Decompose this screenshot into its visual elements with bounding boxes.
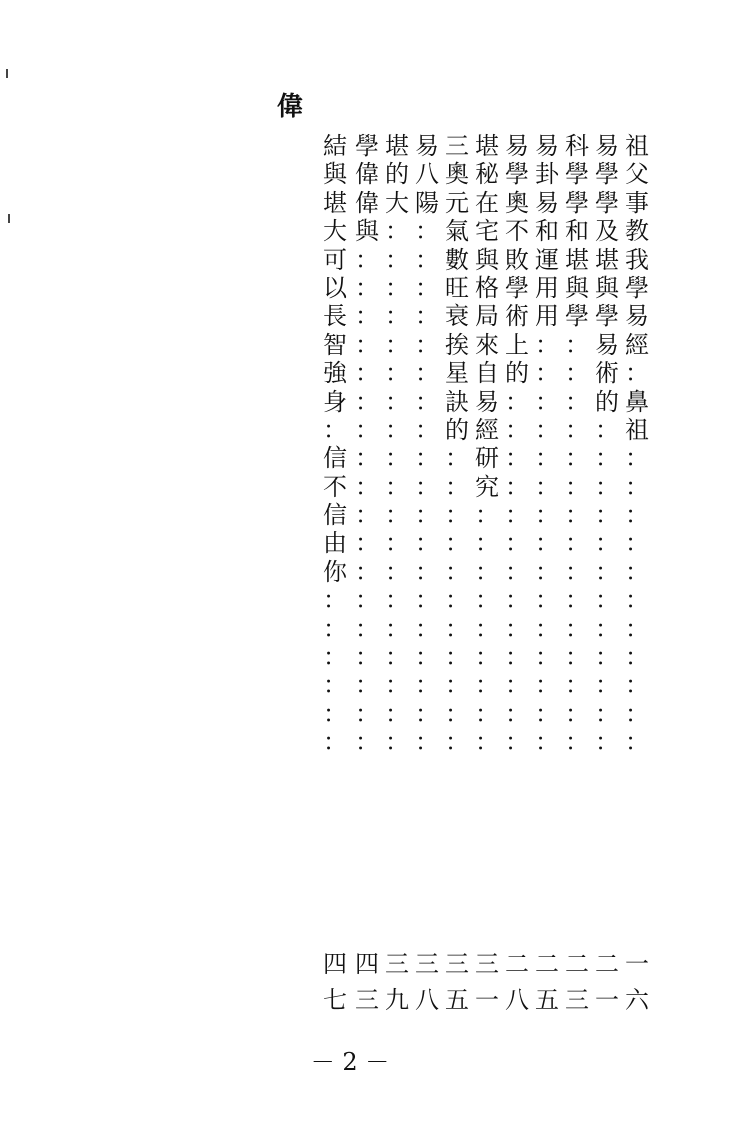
toc-char: ：	[535, 501, 559, 530]
toc-char: 教	[625, 217, 649, 246]
toc-char: 可	[323, 245, 347, 274]
toc-char: ：	[565, 359, 589, 388]
toc-column	[352, 132, 382, 757]
toc-char: ：	[445, 557, 469, 586]
toc-page-number	[472, 946, 502, 1018]
toc-char: ：	[445, 501, 469, 530]
toc-char: ：	[535, 359, 559, 388]
toc-char: ：	[385, 387, 409, 416]
toc-char: ：	[415, 586, 439, 615]
toc-char: ：	[355, 302, 379, 331]
toc-char: ：	[385, 671, 409, 700]
toc-char: 學	[505, 160, 529, 189]
toc-char: ：	[323, 671, 347, 700]
toc-char: 三	[445, 132, 469, 160]
toc-column	[412, 132, 442, 757]
toc-char: 的	[385, 160, 409, 189]
toc-char: ：	[565, 728, 589, 757]
toc-page-number	[592, 946, 622, 1018]
toc-char: 格	[475, 273, 499, 302]
toc-char: ：	[565, 501, 589, 530]
toc-char: 不	[505, 217, 529, 246]
toc-char: ：	[505, 529, 529, 558]
toc-page-number-digit: 四	[355, 950, 379, 978]
toc-char: ：	[415, 557, 439, 586]
toc-char: 偉	[355, 160, 379, 189]
toc-char: ：	[565, 557, 589, 586]
toc-char: ：	[445, 671, 469, 700]
toc-char: ：	[535, 330, 559, 359]
toc-char: ：	[355, 728, 379, 757]
toc-page-number-digit: 六	[625, 986, 649, 1014]
toc-page-number-digit: 二	[505, 950, 529, 978]
toc-char: ：	[475, 557, 499, 586]
toc-char: ：	[505, 557, 529, 586]
toc-char: ：	[625, 557, 649, 586]
toc-column	[472, 132, 502, 757]
toc-page-number	[320, 946, 350, 1018]
toc-char: 的	[505, 359, 529, 388]
toc-page-number-digit: 一	[475, 986, 499, 1014]
toc-char: 堪	[475, 132, 499, 160]
toc-char: 學	[625, 273, 649, 302]
toc-page-number-digit: 二	[535, 950, 559, 978]
toc-char: 旺	[445, 273, 469, 302]
toc-char: ：	[505, 586, 529, 615]
toc-char: 運	[535, 245, 559, 274]
toc-char: 學	[505, 273, 529, 302]
toc-char: ：	[355, 415, 379, 444]
toc-char: ：	[475, 728, 499, 757]
toc-char: ：	[355, 614, 379, 643]
toc-char: 由	[323, 529, 347, 558]
toc-char: ：	[385, 444, 409, 473]
toc-char: ：	[355, 444, 379, 473]
toc-char: ：	[415, 643, 439, 672]
toc-char: 與	[323, 160, 347, 189]
toc-char: 元	[445, 188, 469, 217]
toc-char: 易	[535, 132, 559, 160]
toc-char: 強	[323, 359, 347, 388]
toc-char: ：	[355, 330, 379, 359]
toc-char: ：	[355, 387, 379, 416]
toc-char: 學	[565, 188, 589, 217]
toc-char: 經	[475, 415, 499, 444]
toc-char: 科	[565, 132, 589, 160]
toc-char: ：	[625, 728, 649, 757]
toc-char: 祖	[625, 132, 649, 160]
toc-char: ：	[445, 472, 469, 501]
toc-char: 術	[505, 302, 529, 331]
toc-char: ：	[625, 501, 649, 530]
toc-char: 的	[445, 415, 469, 444]
toc-char: 學	[595, 160, 619, 189]
toc-char: ：	[445, 444, 469, 473]
toc-char: ：	[355, 501, 379, 530]
toc-char: ：	[625, 643, 649, 672]
toc-char: 身	[323, 387, 347, 416]
toc-page-number-digit: 一	[625, 950, 649, 978]
toc-char: ：	[625, 472, 649, 501]
toc-char: 鼻	[625, 387, 649, 416]
toc-page-number-digit: 八	[415, 986, 439, 1014]
toc-char: ：	[415, 472, 439, 501]
toc-char: ：	[625, 699, 649, 728]
toc-char: ：	[595, 557, 619, 586]
toc-char: ：	[475, 699, 499, 728]
toc-char: ：	[535, 444, 559, 473]
toc-char: 大	[385, 188, 409, 217]
toc-char: ：	[355, 643, 379, 672]
toc-char: ：	[355, 557, 379, 586]
toc-char: ：	[625, 359, 649, 388]
toc-char: ：	[625, 671, 649, 700]
toc-char: ：	[565, 330, 589, 359]
toc-char: 究	[475, 472, 499, 501]
toc-char: ：	[445, 614, 469, 643]
toc-char: ：	[565, 614, 589, 643]
toc-page-number	[382, 946, 412, 1018]
toc-char: 奧	[505, 188, 529, 217]
toc-char: 與	[475, 245, 499, 274]
toc-char: ：	[505, 643, 529, 672]
toc-char: ：	[595, 444, 619, 473]
toc-char: 訣	[445, 387, 469, 416]
toc-char: 衰	[445, 302, 469, 331]
toc-char: ：	[415, 614, 439, 643]
toc-char: 八	[415, 160, 439, 189]
toc-char: ：	[415, 245, 439, 274]
toc-char: ：	[323, 699, 347, 728]
toc-char: 秘	[475, 160, 499, 189]
toc-char: ：	[535, 529, 559, 558]
toc-char: 易	[415, 132, 439, 160]
toc-char: ：	[535, 699, 559, 728]
toc-char: 來	[475, 330, 499, 359]
toc-char: ：	[595, 415, 619, 444]
toc-char: ：	[595, 671, 619, 700]
toc-page-number	[502, 946, 532, 1018]
toc-char: 敗	[505, 245, 529, 274]
toc-column	[532, 132, 562, 757]
toc-char: ：	[535, 586, 559, 615]
toc-char: ：	[565, 472, 589, 501]
toc-char: 上	[505, 330, 529, 359]
toc-page-number-digit: 三	[385, 950, 409, 978]
toc-char: ：	[323, 415, 347, 444]
toc-char: 堪	[385, 132, 409, 160]
toc-column	[442, 132, 472, 757]
toc-page-number-digit: 七	[323, 986, 347, 1014]
toc-char: ：	[595, 501, 619, 530]
toc-char: ：	[323, 586, 347, 615]
toc-char: ：	[565, 699, 589, 728]
page-number: － 2 －	[310, 1048, 390, 1076]
toc-char: ：	[385, 359, 409, 388]
toc-char: ：	[415, 387, 439, 416]
toc-char: ：	[595, 586, 619, 615]
toc-char: 易	[475, 387, 499, 416]
toc-char: 智	[323, 330, 347, 359]
toc-char: 易	[595, 132, 619, 160]
toc-char: ：	[385, 472, 409, 501]
toc-char: ：	[355, 586, 379, 615]
toc-char: ：	[535, 643, 559, 672]
toc-char: ：	[595, 529, 619, 558]
toc-page-number-digit: 三	[355, 986, 379, 1014]
toc-char: ：	[385, 330, 409, 359]
toc-char: 氣	[445, 217, 469, 246]
toc-char: 堪	[595, 245, 619, 274]
toc-char: 及	[595, 217, 619, 246]
toc-char: ：	[475, 643, 499, 672]
toc-char: 研	[475, 444, 499, 473]
toc-char: 易	[535, 188, 559, 217]
toc-char: ：	[565, 415, 589, 444]
toc-column	[382, 132, 412, 757]
toc-char: ：	[595, 643, 619, 672]
toc-char: ：	[323, 643, 347, 672]
toc-char: 學	[595, 302, 619, 331]
toc-char: ：	[385, 217, 409, 246]
toc-char: ：	[385, 529, 409, 558]
toc-char: ：	[385, 501, 409, 530]
toc-char: 和	[565, 217, 589, 246]
toc-char: 與	[595, 273, 619, 302]
toc-char: ：	[385, 586, 409, 615]
toc-char: ：	[595, 699, 619, 728]
toc-char: 信	[323, 501, 347, 530]
toc-char: ：	[385, 643, 409, 672]
toc-char: ：	[565, 586, 589, 615]
toc-char: ：	[445, 529, 469, 558]
toc-char: ：	[415, 302, 439, 331]
toc-char: ：	[535, 614, 559, 643]
toc-char: ：	[505, 671, 529, 700]
toc-char: 大	[323, 217, 347, 246]
toc-char: 學	[355, 132, 379, 160]
toc-char: 宅	[475, 217, 499, 246]
toc-char: ：	[415, 330, 439, 359]
toc-char: ：	[625, 614, 649, 643]
toc-char: 經	[625, 330, 649, 359]
toc-char: 挨	[445, 330, 469, 359]
toc-char: ：	[505, 415, 529, 444]
toc-char: ：	[595, 728, 619, 757]
toc-char: 事	[625, 188, 649, 217]
toc-page-number	[442, 946, 472, 1018]
toc-char: ：	[535, 728, 559, 757]
toc-char: ：	[415, 359, 439, 388]
toc-page-number-digit: 四	[323, 950, 347, 978]
toc-char: ：	[595, 614, 619, 643]
scan-mark	[8, 214, 10, 223]
toc-char: ：	[355, 472, 379, 501]
toc-char: 學	[595, 188, 619, 217]
toc-char: ：	[415, 501, 439, 530]
toc-char: ：	[535, 557, 559, 586]
toc-char: 信	[323, 444, 347, 473]
toc-char: ：	[355, 671, 379, 700]
toc-char: 父	[625, 160, 649, 189]
toc-char: ：	[475, 501, 499, 530]
toc-char: ：	[505, 501, 529, 530]
toc-char: 易	[625, 302, 649, 331]
toc-char: ：	[385, 614, 409, 643]
toc-page-number	[412, 946, 442, 1018]
toc-char: 長	[323, 302, 347, 331]
toc-char: 你	[323, 557, 347, 586]
toc-char: ：	[355, 529, 379, 558]
toc-char: 與	[355, 217, 379, 246]
toc-char: 用	[535, 273, 559, 302]
toc-page-number-digit: 八	[505, 986, 529, 1014]
toc-page-number-digit: 九	[385, 986, 409, 1014]
toc-char: ：	[415, 671, 439, 700]
toc-char: ：	[355, 245, 379, 274]
toc-char: ：	[625, 586, 649, 615]
toc-char: ：	[565, 529, 589, 558]
toc-page-number	[622, 946, 652, 1018]
toc-char: ：	[385, 415, 409, 444]
toc-char: ：	[565, 643, 589, 672]
toc-page-number-digit: 五	[535, 986, 559, 1014]
toc-char: 與	[565, 273, 589, 302]
toc-char: 我	[625, 245, 649, 274]
toc-char: 用	[535, 302, 559, 331]
toc-char: 和	[535, 217, 559, 246]
toc-char: ：	[535, 671, 559, 700]
toc-char: ：	[565, 387, 589, 416]
toc-char: ：	[355, 359, 379, 388]
toc-char: ：	[355, 273, 379, 302]
toc-char: 堪	[565, 245, 589, 274]
toc-char: ：	[415, 273, 439, 302]
toc-char: ：	[385, 273, 409, 302]
toc-char: ：	[475, 614, 499, 643]
toc-char: ：	[445, 699, 469, 728]
toc-char: 學	[565, 302, 589, 331]
toc-char: ：	[385, 699, 409, 728]
toc-column	[320, 132, 350, 757]
toc-char: ：	[385, 302, 409, 331]
toc-char: 偉	[355, 188, 379, 217]
toc-page-number	[532, 946, 562, 1018]
toc-char: 學	[565, 160, 589, 189]
toc-char: ：	[505, 387, 529, 416]
toc-page-number	[562, 946, 592, 1018]
toc-page-number-digit: 二	[565, 950, 589, 978]
toc-page-number-digit: 五	[445, 986, 469, 1014]
toc-page-number-digit: 三	[445, 950, 469, 978]
toc-char: ：	[505, 472, 529, 501]
toc-page-number-digit: 一	[595, 986, 619, 1014]
toc-char: ：	[415, 415, 439, 444]
toc-char: ：	[535, 387, 559, 416]
toc-char: ：	[565, 444, 589, 473]
toc-char: 卦	[535, 160, 559, 189]
toc-char: 的	[595, 387, 619, 416]
toc-char: ：	[535, 415, 559, 444]
toc-page-number-digit: 三	[415, 950, 439, 978]
toc-char: 以	[323, 273, 347, 302]
toc-char: ：	[355, 699, 379, 728]
toc-char: 易	[505, 132, 529, 160]
page-header: 偉	[277, 92, 304, 122]
toc-column	[562, 132, 592, 757]
toc-char: ：	[475, 586, 499, 615]
toc-char: 術	[595, 359, 619, 388]
toc-char: ：	[565, 671, 589, 700]
toc-char: ：	[385, 728, 409, 757]
toc-char: 局	[475, 302, 499, 331]
toc-char: ：	[415, 217, 439, 246]
toc-char: ：	[505, 444, 529, 473]
toc-column	[622, 132, 652, 757]
toc-char: 陽	[415, 188, 439, 217]
toc-char: ：	[475, 529, 499, 558]
toc-char: ：	[415, 699, 439, 728]
toc-char: 堪	[323, 188, 347, 217]
toc-char: ：	[445, 643, 469, 672]
toc-char: ：	[385, 245, 409, 274]
toc-char: ：	[475, 671, 499, 700]
scan-mark	[6, 69, 8, 78]
toc-page-number-digit: 三	[475, 950, 499, 978]
toc-char: ：	[505, 728, 529, 757]
toc-char: 結	[323, 132, 347, 160]
toc-char: ：	[323, 728, 347, 757]
toc-char: 易	[595, 330, 619, 359]
toc-page-number-digit: 二	[595, 950, 619, 978]
toc-char: 星	[445, 359, 469, 388]
toc-column	[592, 132, 622, 757]
toc-char: ：	[505, 699, 529, 728]
toc-char: ：	[385, 557, 409, 586]
toc-char: ：	[595, 472, 619, 501]
toc-char: ：	[445, 586, 469, 615]
toc-char: ：	[625, 529, 649, 558]
toc-column	[502, 132, 532, 757]
toc-char: ：	[323, 614, 347, 643]
toc-char: 奧	[445, 160, 469, 189]
toc-page-number-digit: 三	[565, 986, 589, 1014]
toc-char: 自	[475, 359, 499, 388]
toc-char: 數	[445, 245, 469, 274]
toc-char: ：	[535, 472, 559, 501]
toc-char: ：	[415, 529, 439, 558]
toc-char: 祖	[625, 415, 649, 444]
toc-page-number	[352, 946, 382, 1018]
toc-char: ：	[625, 444, 649, 473]
toc-char: 不	[323, 472, 347, 501]
toc-char: ：	[415, 728, 439, 757]
toc-char: 在	[475, 188, 499, 217]
toc-char: ：	[415, 444, 439, 473]
toc-char: ：	[445, 728, 469, 757]
toc-char: ：	[505, 614, 529, 643]
